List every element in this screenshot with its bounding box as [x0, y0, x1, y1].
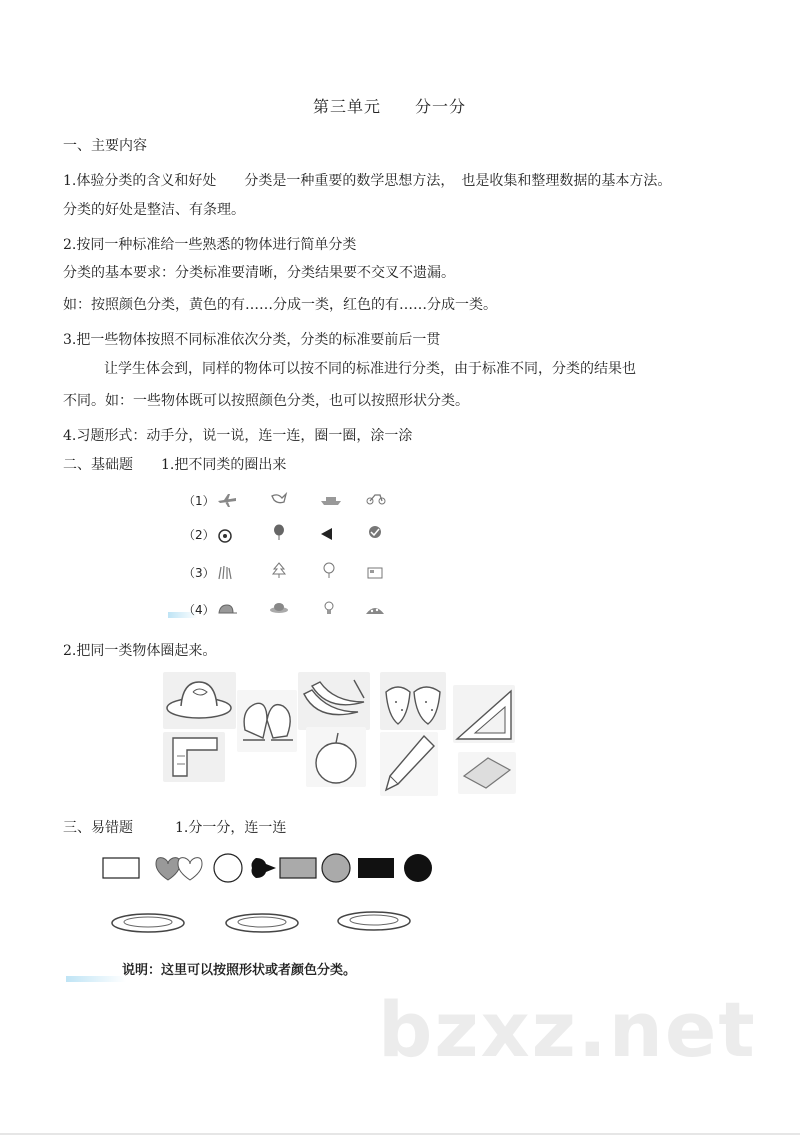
white-circle-shape	[214, 854, 242, 882]
soccer-ball-icon	[216, 528, 234, 544]
ball-icon	[366, 524, 384, 540]
question-2: 2.把同一类物体圈起来。	[63, 643, 217, 659]
pine-tree-icon	[270, 562, 288, 578]
airplane-icon	[216, 492, 238, 508]
section-heading-main-content: 一、主要内容	[63, 138, 147, 154]
row-label-3: （3）	[183, 566, 215, 580]
eraser-picture	[458, 752, 516, 794]
note-text: 说明：这里可以按照形状或者颜色分类。	[122, 963, 357, 978]
set-square-picture	[453, 685, 515, 743]
grass-icon	[216, 564, 234, 580]
paragraph-3-line-2: 不同。如：一些物体既可以按照颜色分类，也可以按照形状分类。	[63, 393, 469, 409]
scarf-picture	[163, 732, 225, 782]
plate-1	[108, 908, 188, 938]
apple-picture	[306, 727, 366, 787]
shuttlecock-icon	[318, 526, 336, 542]
paragraph-4: 4.习题形式：动手分，说一说，连一连，圈一圈，涂一涂	[63, 428, 413, 444]
sun-hat-picture	[163, 672, 236, 729]
bird-icon	[270, 490, 288, 506]
section-heading-basic: 二、基础题 1.把不同类的圈出来	[63, 457, 287, 473]
white-heart-shape	[178, 858, 202, 880]
pencil-picture	[380, 732, 438, 796]
paragraph-3-title: 3.把一些物体按照不同标准依次分类，分类的标准要前后一贯	[63, 332, 441, 348]
strawberries-picture	[380, 672, 446, 730]
paragraph-1-line-2: 分类的好处是整洁、有条理。	[63, 202, 245, 218]
note-highlight	[66, 976, 126, 982]
black-rectangle-shape	[358, 858, 394, 878]
paragraph-2-line-1: 分类的基本要求：分类标准要清晰，分类结果要不交叉不遗漏。	[63, 265, 455, 281]
row-label-2: （2）	[183, 528, 215, 542]
black-heart-shape	[252, 858, 277, 878]
paragraph-2-title: 2.按同一种标准给一些熟悉的物体进行简单分类	[63, 237, 357, 253]
bananas-picture	[298, 672, 370, 730]
section-heading-error-prone: 三、易错题 1.分一分，连一连	[63, 820, 287, 836]
balloon-icon	[270, 524, 288, 540]
paragraph-1-line-1: 1.体验分类的含义和好处 分类是一种重要的数学思想方法， 也是收集和整理数据的基本方法。	[63, 173, 672, 189]
page-title: 第三单元 分一分	[313, 97, 467, 116]
grey-circle-shape	[322, 854, 350, 882]
motorcycle-icon	[366, 490, 386, 506]
row-label-4: （4）	[183, 603, 215, 617]
paragraph-3-line-1: 让学生体会到，同样的物体可以按不同的标准进行分类，由于标准不同，分类的结果也	[104, 361, 636, 377]
grey-rectangle-shape	[280, 858, 316, 878]
page-bottom-edge	[0, 1133, 800, 1135]
house-icon	[366, 564, 384, 580]
mittens-picture	[237, 690, 297, 752]
cap-icon	[216, 602, 238, 618]
hat-icon	[268, 600, 290, 616]
black-circle-shape	[404, 854, 432, 882]
grey-heart-shape	[156, 858, 180, 880]
ladybug-hat-icon	[364, 602, 386, 618]
white-rectangle-shape	[103, 858, 139, 878]
plate-3	[334, 906, 414, 936]
watermark: bzxz.net	[378, 985, 757, 1074]
shapes-row	[100, 852, 440, 884]
paragraph-2-line-2: 如：按照颜色分类，黄色的有……分成一类，红色的有……分成一类。	[63, 297, 497, 313]
plate-2	[222, 908, 302, 938]
ship-icon	[320, 491, 342, 507]
tree-icon	[320, 562, 338, 578]
bulb-icon	[320, 600, 338, 616]
row-label-1: （1）	[183, 494, 215, 508]
